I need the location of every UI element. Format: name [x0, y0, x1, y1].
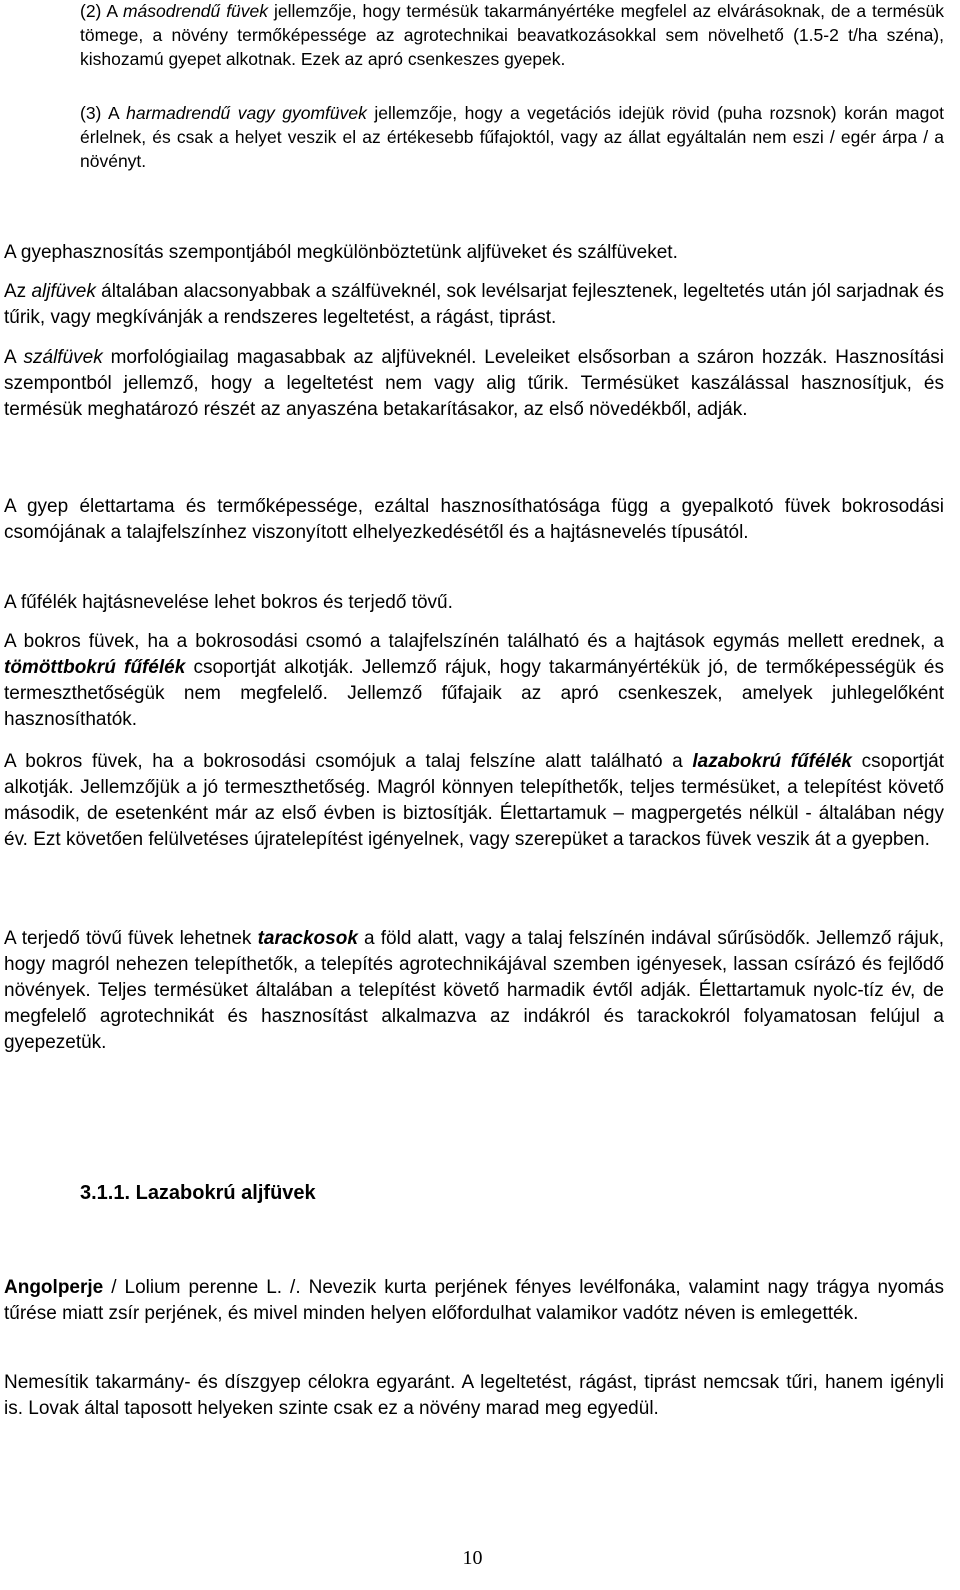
term-aljfuvek: aljfüvek — [31, 281, 96, 302]
term-angolperje: Angolperje — [4, 1277, 104, 1298]
paragraph-third-order-grasses: (3) A harmadrendű vagy gyomfüvek jellemzője, hogy a vegetációs idejük rövid (puha rozsnok) korán magot érlelnek, és csak a helyet veszik el az értékesebb fűfajoktól, vagy az állat egyáltalán nem eszi / egér árpa / a növényt. — [80, 103, 944, 171]
paragraph-lazabokru: A bokros füvek, ha a bokrosodási csomójuk a talaj felszíne alatt található a lazabokrú fűfélék csoportját alkotják. Jellemzőjük a jó termeszthetőség. Magról könnyen telepíthetők, teljes termésüket, a telepítést követő második, de esetenként már az első évben is biztosítják. Élettartamuk – magpergetés nélkül - általában négy év. Ezt követően felülvetéses újratelepítést igényelnek, vagy szerepüket a tarackos füvek veszik át a gyepben. — [4, 751, 945, 850]
paragraph-aljfuvek: Az aljfüvek általában alacsonyabbak a szálfüveknél, sok levélsarjat fejlesztenek, legeltetés után jól sarjadnak és tűrik, vagy megkívánják a rendszeres legeltetést, a rágást, tiprást. — [4, 281, 944, 328]
paragraph-tomottbokru: A bokros füvek, ha a bokrosodási csomó a talajfelszínén található és a hajtások egymás mellett erednek, a tömöttbokrú fűfélék csoportját alkotják. Jellemző rájuk, hogy takarmányértékük jó, de termőképességük és termeszthetőségük nem megfelelő. Jellemző fűfajaik az apró csenkeszek, amelyek juhlegelőként hasznosíthatók. — [4, 631, 944, 730]
term-masodrendu: másodrendű füvek — [122, 1, 269, 21]
paragraph-szalfuvek: A szálfüvek morfológiailag magasabbak az aljfüveknél. Leveleiket elsősorban a száron hozzák. Hasznosítási szempontból jellemző, hogy a legeltetést nem vagy alig tűrik. Termésüket kaszálással hasznosítjuk, és termésük meghatározó részét az anyaszéna betakarításakor, az első növedékből, adják. — [4, 347, 944, 420]
paragraph-tarackos: A terjedő tövű füvek lehetnek tarackosok a föld alatt, vagy a talaj felszínén indával sűrűsödők. Jellemző rájuk, hogy magról nehezen telepíthetők, a telepítés agrotechnikájával szemben igényesek, lassan csírázó és fejlődő növények. Teljes termésüket általában a telepítést követő harmadik évtől adják. Élettartamuk nyolc-tíz év, de megfelelő agrotechnikát és hasznosítást alkalmazva az indákról és tarackokról folyamatosan felújul a gyepezetük. — [4, 928, 944, 1053]
term-szalfuvek: szálfüvek — [23, 347, 103, 368]
term-tomottbokru: tömöttbokrú fűfélék — [4, 657, 186, 678]
paragraph-angolperje: Angolperje / Lolium perenne L. /. Nevezik kurta perjének fényes levélfonáka, valamint nagy trágya nyomás tűrése miatt zsír perjének, és mivel minden helyen előfordulhat valamikor vadótz néven is emlegették. — [4, 1277, 944, 1324]
term-lazabokru: lazabokrú fűfélék — [692, 751, 852, 772]
section-heading: 3.1.1. Lazabokrú aljfüvek — [80, 1182, 316, 1204]
paragraph-gyep-elettartama: A gyep élettartama és termőképessége, ezáltal hasznosíthatósága függ a gyepalkotó füvek bokrosodási csomójának a talajfelszínhez viszonyított elhelyezkedésétől és a hajtásnevelés típusától. — [4, 496, 944, 543]
term-tarackosok: tarackosok — [257, 928, 358, 949]
paragraph-grass-classification: A gyephasznosítás szempontjából megkülönböztetünk aljfüveket és szálfüveket. — [4, 242, 678, 263]
paragraph-second-order-grasses: (2) A másodrendű füvek jellemzője, hogy termésük takarmányértéke megfelel az elvárásoknak, de a termésük tömege, a növény termőképessége az agrotechnikai beavatkozásokkal sem növelhető (1.5-2 t/ha széna), kishozamú gyepet alkotnak. Ezek az apró csenkeszes gyepek. — [80, 1, 944, 69]
term-harmadrendu: harmadrendű vagy gyomfüvek — [126, 103, 367, 123]
paragraph-nemesitik: Nemesítik takarmány- és díszgyep célokra egyaránt. A legeltetést, rágást, tiprást nemcsak tűri, hanem igényli is. Lovak által taposott helyeken szinte csak ez a növény marad meg egyedül. — [4, 1372, 944, 1419]
page-number: 10 — [462, 1547, 483, 1569]
paragraph-hajtasneveles: A fűfélék hajtásnevelése lehet bokros és terjedő tövű. — [4, 592, 453, 613]
